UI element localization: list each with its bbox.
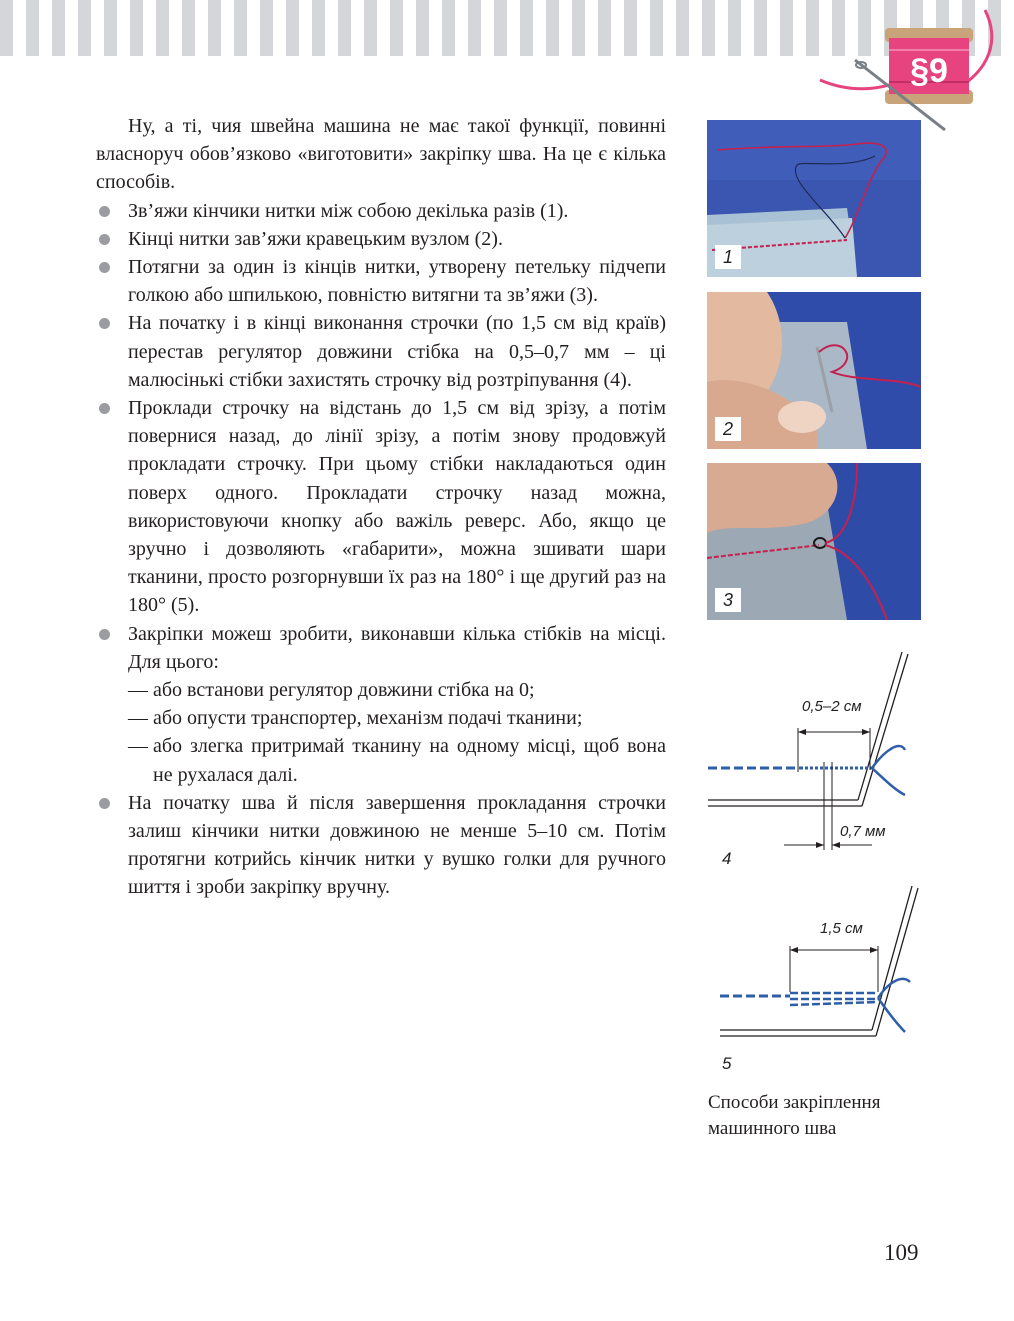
dimension-label: 0,7 мм bbox=[840, 823, 886, 840]
dash-item-text: або встанови регулятор довжини стібка на 0; bbox=[153, 679, 535, 702]
seam-stitch-diagram bbox=[700, 650, 920, 870]
dimension-label: 1,5 см bbox=[820, 920, 863, 937]
bullet-item: Потягни за один із кінців нитки, утворену петельку підчепи голкою або шпилькою, повністю витягни та зв’яжи (3). bbox=[96, 253, 666, 309]
bullet-item: Закріпки можеш зробити, виконавши кілька стібків на місці. Для цього: bbox=[96, 620, 666, 676]
diagram-4 bbox=[700, 650, 920, 870]
bullet-item: Зв’яжи кінчики нитки між собою декілька разів (1). bbox=[96, 197, 666, 225]
bullet-item: На початку і в кінці виконання строчки (по 1,5 см від країв) перестав регулятор довжини стібка на 0,5–0,7 мм – ці малюсінькі стібки захистять строчку від розтріпування (4). bbox=[96, 309, 666, 394]
section-badge-text: §9 bbox=[910, 52, 948, 90]
photo-label: 3 bbox=[715, 588, 741, 612]
dash-item bbox=[96, 732, 666, 788]
bullet-item: Проклади строчку на відстань до 1,5 см від зрізу, а потім повернися назад, до лінії зрізу, а потім знову продовжуй прокладати строчку. При цьому стібки накладаються один поверх одного. Прокладати строчку назад можна, використовуючи кнопку або важіль реверс. Або, якщо це зручно і дозволяють «габарити», можна зшивати шари тканини, просто розгорнувши їх раз на 180° і ще другий раз на 180° (5). bbox=[96, 394, 666, 620]
main-text bbox=[96, 112, 666, 902]
photo-3 bbox=[707, 463, 921, 620]
figure-caption: Способи закріплення машинного шва bbox=[708, 1092, 881, 1139]
photo-label: 1 bbox=[715, 245, 741, 269]
bullet-item: Кінці нитки зав’яжи кравецьким вузлом (2). bbox=[96, 225, 666, 253]
section-badge bbox=[815, 0, 1014, 140]
photo-label: 2 bbox=[715, 417, 741, 441]
figure-number: 4 bbox=[722, 849, 732, 868]
dash-item-text: або злегка притримай тканину на одному місці, щоб вона не рухалася далі. bbox=[153, 735, 666, 786]
reverse-stitch-diagram bbox=[700, 880, 920, 1050]
dash-item bbox=[96, 704, 666, 732]
dimension-label: 0,5–2 см bbox=[802, 698, 862, 715]
dash-marker: — bbox=[128, 735, 148, 758]
thread-spool-icon bbox=[815, 0, 1014, 140]
dash-item-text: або опусти транспортер, механізм подачі тканини; bbox=[153, 707, 583, 730]
photo-2 bbox=[707, 292, 921, 449]
dash-marker: — bbox=[128, 679, 148, 702]
dash-item bbox=[96, 676, 666, 704]
dash-marker: — bbox=[128, 707, 148, 730]
diagram-5 bbox=[700, 880, 920, 1080]
intro-paragraph: Ну, а ті, чия швейна машина не має такої функції, повинні власноруч обов’язково «виготовити» закріпку шва. На це є кілька способів. bbox=[96, 115, 666, 194]
bullet-item: На початку шва й після завершення прокладання строчки залиш кінчики нитки довжиною не менше 5–10 см. Потім протягни котрийсь кінчик нитки у вушко голки для ручного шиття і зроби закріпку вручну. bbox=[96, 789, 666, 902]
figure-number: 5 bbox=[722, 1054, 732, 1073]
photo-1 bbox=[707, 120, 921, 277]
page-number: 109 bbox=[884, 1240, 919, 1265]
